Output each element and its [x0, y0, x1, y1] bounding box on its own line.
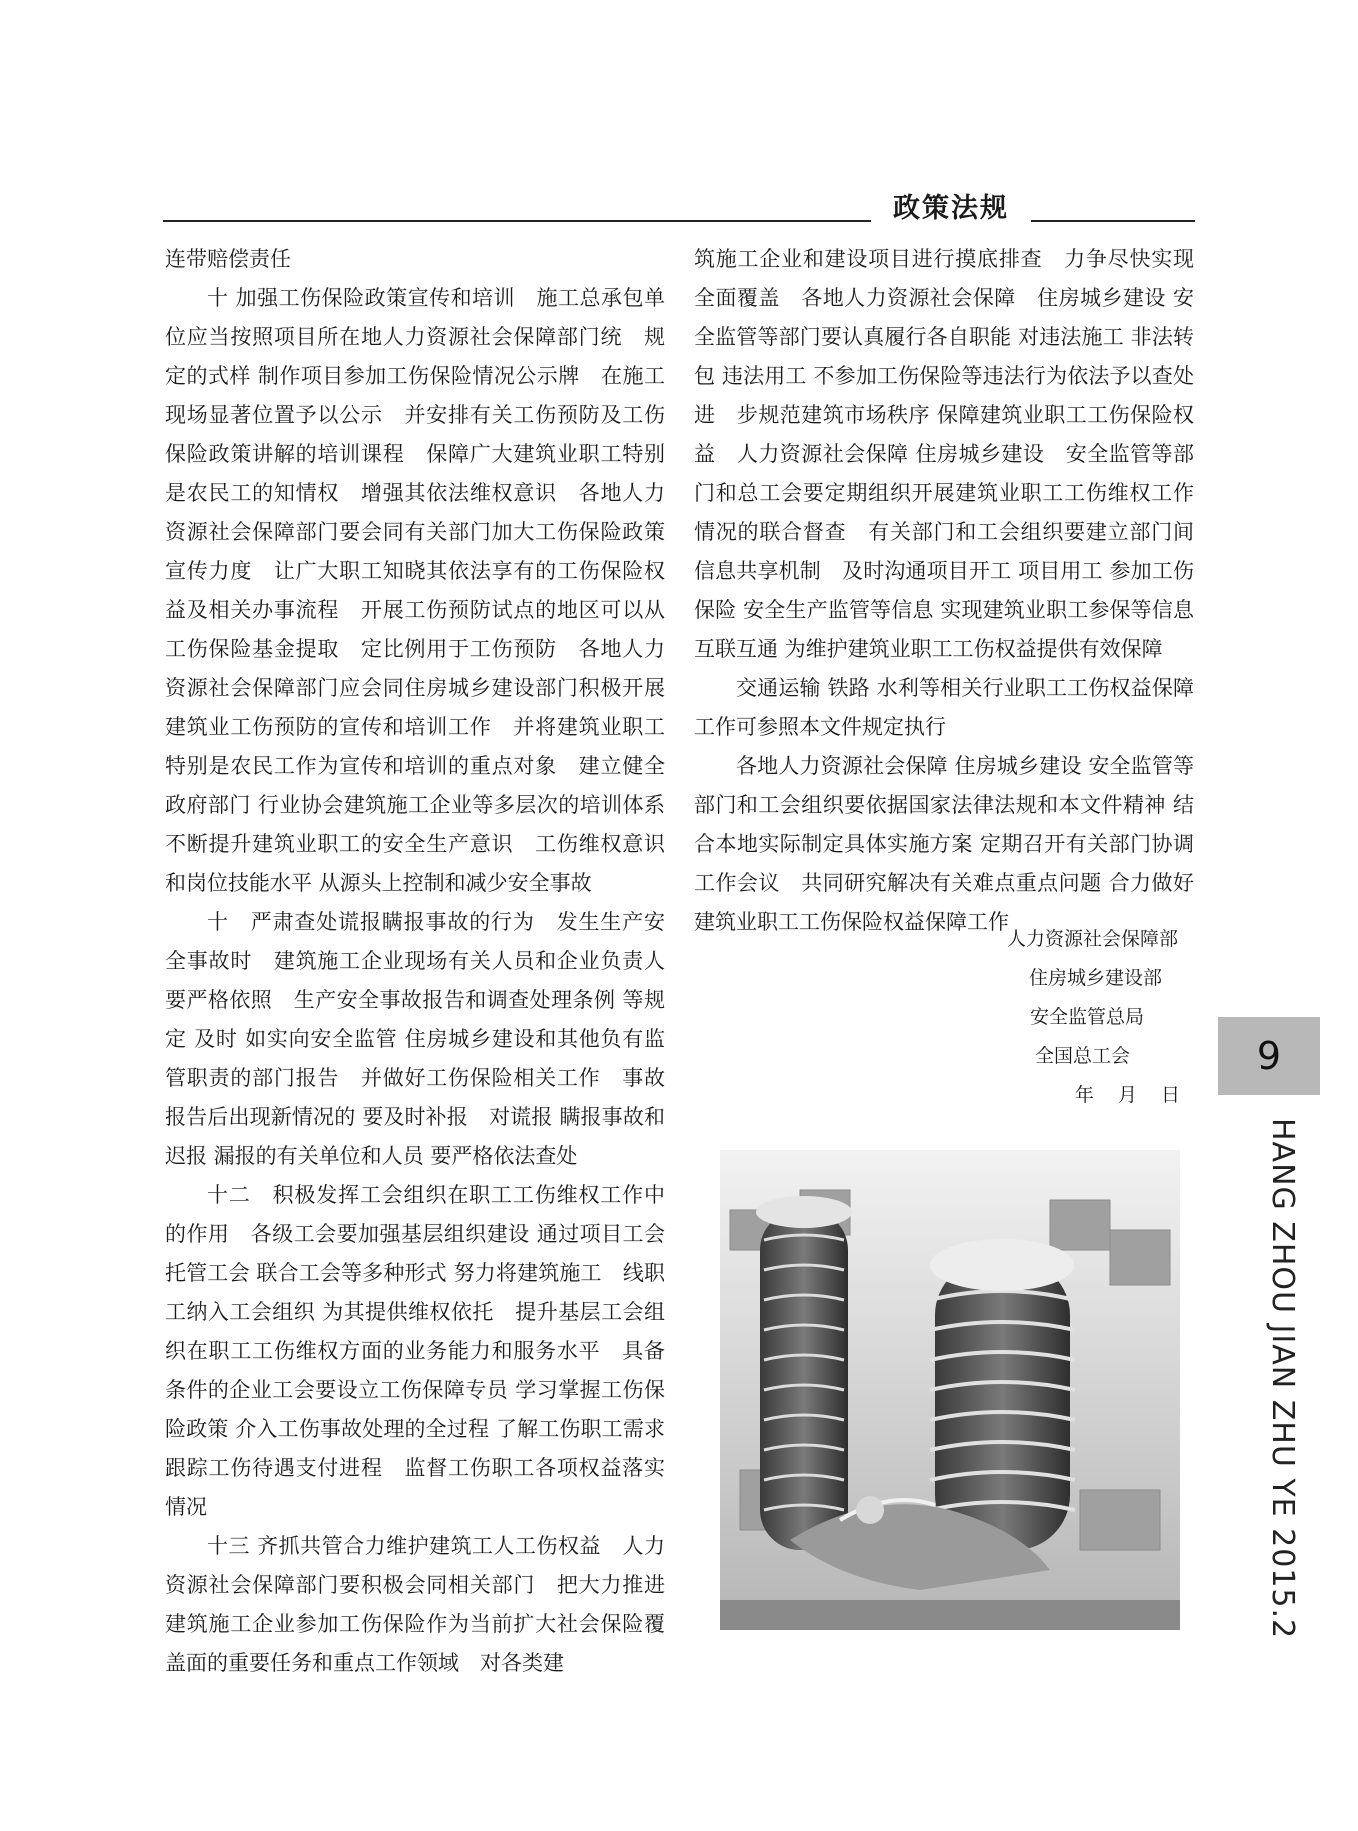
header-rule-right: [1031, 220, 1195, 222]
left-paragraph-4: 十二 积极发挥工会组织在职工工伤维权工作中的作用 各级工会要加强基层组织建设 通过项目工会 托管工会 联合工会等多种形式 努力将建筑施工 线职工纳入工会组织 为其提供维权依托 提升基层工会组织在职工工伤维权方面的业务能力和服务水平 具备条件的企业工会要设立工伤保障专员 学习掌握工伤保险政策 介入工伤事故处理的全过程 了解工伤职工需求 跟踪工伤待遇支付进程 监督工伤职工各项权益落实情况: [165, 1183, 665, 1519]
left-paragraph-5: 十三 齐抓共管合力维护建筑工人工伤权益 人力资源社会保障部门要积极会同相关部门 把大力推进建筑施工企业参加工伤保险作为当前扩大社会保险覆盖面的重要任务和重点工作领域 对各类建: [165, 1534, 665, 1675]
signature-hrss: 人力资源社会保障部: [1006, 928, 1178, 950]
left-paragraph-2: 十 加强工伤保险政策宣传和培训 施工总承包单位应当按照项目所在地人力资源社会保障部门统 规定的式样 制作项目参加工伤保险情况公示牌 在施工现场显著位置予以公示 并安排有关工伤预防及工伤保险政策讲解的培训课程 保障广大建筑业职工特别是农民工的知情权 增强其依法维权意识 各地人力资源社会保障部门要会同有关部门加大工伤保险政策宣传力度 让广大职工知晓其依法享有的工伤保险权益及相关办事流程 开展工伤预防试点的地区可以从工伤保险基金提取 定比例用于工伤预防 各地人力资源社会保障部门应会同住房城乡建设部门积极开展建筑业工伤预防的宣传和培训工作 并将建筑业职工特别是农民工作为宣传和培训的重点对象 建立健全政府部门 行业协会建筑施工企业等多层次的培训体系 不断提升建筑业职工的安全生产意识 工伤维权意识和岗位技能水平 从源头上控制和减少安全事故: [165, 286, 686, 895]
building-rendering-image: [720, 1150, 1180, 1630]
signature-mohurd: 住房城乡建设部: [1028, 967, 1162, 989]
page-number-box: [1218, 1017, 1320, 1095]
header-rule-left: [163, 220, 871, 222]
signature-block: [830, 920, 1190, 1115]
left-paragraph-1: 连带赔偿责任: [165, 247, 291, 271]
right-column: [694, 240, 1194, 942]
right-paragraph-2: 交通运输 铁路 水利等相关行业职工工伤权益保障工作可参照本文件规定执行: [694, 676, 1194, 739]
section-header: [163, 184, 1195, 224]
right-paragraph-3: 各地人力资源社会保障 住房城乡建设 安全监管等部门和工会组织要依据国家法律法规和本文件精神 结合本地实际制定具体实施方案 定期召开有关部门协调工作会议 共同研究解决有关难点重点问题 合力做好建筑业职工工伤保险权益保障工作: [694, 754, 1194, 934]
signature-safety: 安全监管总局: [1029, 1006, 1144, 1028]
signature-union: 全国总工会: [1034, 1045, 1130, 1067]
journal-vertical-title: HANG ZHOU JIAN ZHU YE 2015.2: [1265, 1118, 1300, 1640]
page-number: 9: [1256, 1034, 1282, 1078]
left-paragraph-3: 十 严肃查处谎报瞒报事故的行为 发生生产安全事故时 建筑施工企业现场有关人员和企业负责人要严格依照 生产安全事故报告和调查处理条例 等规定 及时 如实向安全监管 住房城乡建设和其他负有监管职责的部门报告 并做好工伤保险相关工作 事故报告后出现新情况的 要及时补报 对谎报 瞒报事故和迟报 漏报的有关单位和人员 要严格依法查处: [165, 910, 665, 1168]
signature-date: 年 月 日: [1074, 1084, 1180, 1106]
section-title: 政策法规: [893, 193, 1009, 224]
left-column: [165, 240, 686, 1683]
right-paragraph-1: 筑施工企业和建设项目进行摸底排查 力争尽快实现全面覆盖 各地人力资源社会保障 住房城乡建设 安全监管等部门要认真履行各自职能 对违法施工 非法转包 违法用工 不参加工伤保险等违法行为依法予以查处 进 步规范建筑市场秩序 保障建筑业职工工伤保险权益 人力资源社会保障 住房城乡建设 安全监管等部门和总工会要定期组织开展建筑业职工工伤维权工作情况的联合督查 有关部门和工会组织要建立部门间信息共享机制 及时沟通项目开工 项目用工 参加工伤保险 安全生产监管等信息 实现建筑业职工参保等信息互联互通 为维护建筑业职工工伤权益提供有效保障: [694, 247, 1194, 661]
